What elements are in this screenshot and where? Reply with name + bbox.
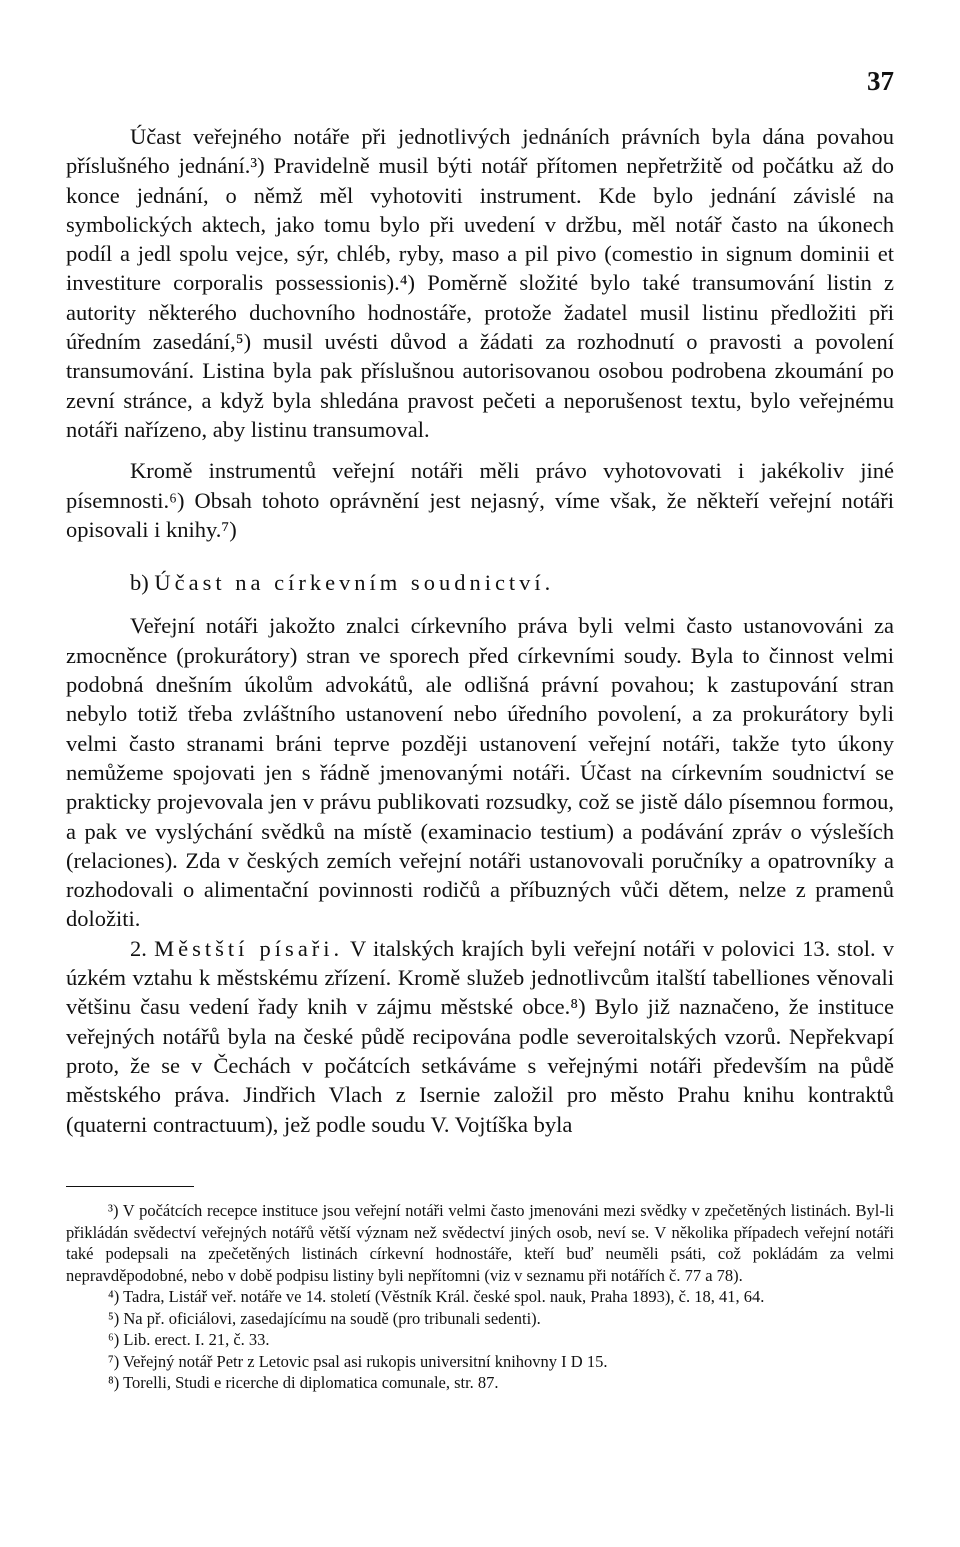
footnote: ³) V počátcích recepce instituce jsou veřejní notáři velmi často jmenováni mezi svědky v zpečetěných listinách. Byl-li přikládán svědectví veřejných notářů větší význam než svědectví jiných osob, neví se. V několika případech veřejní notáři také podepsali na zpečetěných listinách církevní hodnostáře, kteří buď neuměli psáti, což pokládám za velmi nepravděpodobné, nebo v době podpisu listiny byli nepřítomni (viz v seznamu při notářích č. 77 a 78). [66,1201,894,1285]
paragraph: Veřejní notáři jakožto znalci církevního práva byli velmi často ustanovováni za zmocněnce (prokurátory) stran ve sporech před církevními soudy. Byla to činnost velmi podobná dnešním úkolům advokátů, ale odlišná právní povahou; k zastupování stran nebylo totiž třeba zvláštního ustanovení nebo úředního povolení, a za prokurátory byli velmi často stranami bráni teprve později ustanovení veřejní notáři, takže tyto úkony nemůžeme spojovati jen s řádně jmenovanými notáři. Účast na církevním soudnictví se prakticky projevovala jen v právu publikovati rozsudky, což se jistě dálo písemnou formou, a pak ve vyslýchání svědků na místě (examinacio testium) a podávání zpráv o výsleších (relaciones). Zda v českých zemích veřejní notáři ustanovovali poručníky a opatrovníky a rozhodovali o alimentační povinnosti rodičů a příbuzných vůči dětem, nelze z pramenů doložiti. [66,613,894,932]
section-number: 2. [130,935,147,961]
subheading-prefix: b) [130,570,149,596]
section-title: Městští písaři. [154,935,344,961]
subheading-title: Účast na církevním soudnictví. [154,570,555,596]
footnote: ⁷) Veřejný notář Petr z Letovic psal asi rukopis universitní knihovny I D 15. [108,1351,608,1371]
section-text: V italských krajích byli veřejní notáři v polovici 13. stol. v úzkém vztahu k městskému zřízení. Kromě služeb jednotlivcům italští tabelliones věnovali většinu času vedení řady knih v zájmu městské obce.⁸) Bylo již naznačeno, že instituce veřejných notářů byla na české půdě recipována podle severoitalských vzorů. Nepřekvapí proto, že se v Čechách v počátcích setkáváme s veřejnými notáři především na půdě městského práva. Jindřich Vlach z Isernie založil pro město Prahu knihu kontraktů (quaterni contractuum), jež podle soudu V. Vojtíška byla [66,935,895,1137]
subheading [66,568,894,597]
footnote-divider [66,1186,194,1187]
footnote: ⁶) Lib. erect. I. 21, č. 33. [108,1330,270,1349]
footnotes [66,1200,894,1394]
paragraph: Kromě instrumentů veřejní notáři měli právo vyhotovovati i jakékoliv jiné písemnosti.⁶) Obsah tohoto oprávnění jest nejasný, víme však, že někteří veřejní notáři opisovali i knihy.⁷) [66,458,894,542]
section-paragraph [66,934,894,1139]
footnote: ⁵) Na př. oficiálovi, zasedajícímu na soudě (pro tribunali sedenti). [108,1308,541,1328]
body-text [66,122,894,1139]
page-number: 37 [867,66,894,96]
footnote: ⁴) Tadra, Listář veř. notáře ve 14. století (Věstník Král. české spol. nauk, Praha 1893), č. 18, 41, 64. [108,1287,765,1306]
paragraph: Účast veřejného notáře při jednotlivých jednáních právních byla dána povahou příslušného jednání.³) Pravidelně musil býti notář přítomen nepřetržitě od počátku až do konce jednání, o němž měl vyhotoviti instrument. Kde bylo jednání závislé na symbolických aktech, jako tomu bylo při uvedení v držbu, měl notář často na úkonech podíl a jedl spolu vejce, sýr, chléb, ryby, maso a pil pivo (comestio in signum dominii et investiture corporalis possessionis).⁴) Poměrně složité bylo také transumování listin z autority některého duchovního hodnostáře, protože žadatel musil listinu předložiti při úředním zasedání,⁵) musil uvésti důvod a žádati za rozhodnutí o pravosti a povolení transumování. Listina byla pak příslušnou autorisovanou osobou podrobena zkoumání po zevní stránce, a když byla shledána pravost pečeti a neporušenost textu, bylo veřejnému notáři nařízeno, aby listinu transumoval. [66,124,894,442]
footnote: ⁸) Torelli, Studi e ricerche di diplomatica comunale, str. 87. [108,1373,499,1392]
